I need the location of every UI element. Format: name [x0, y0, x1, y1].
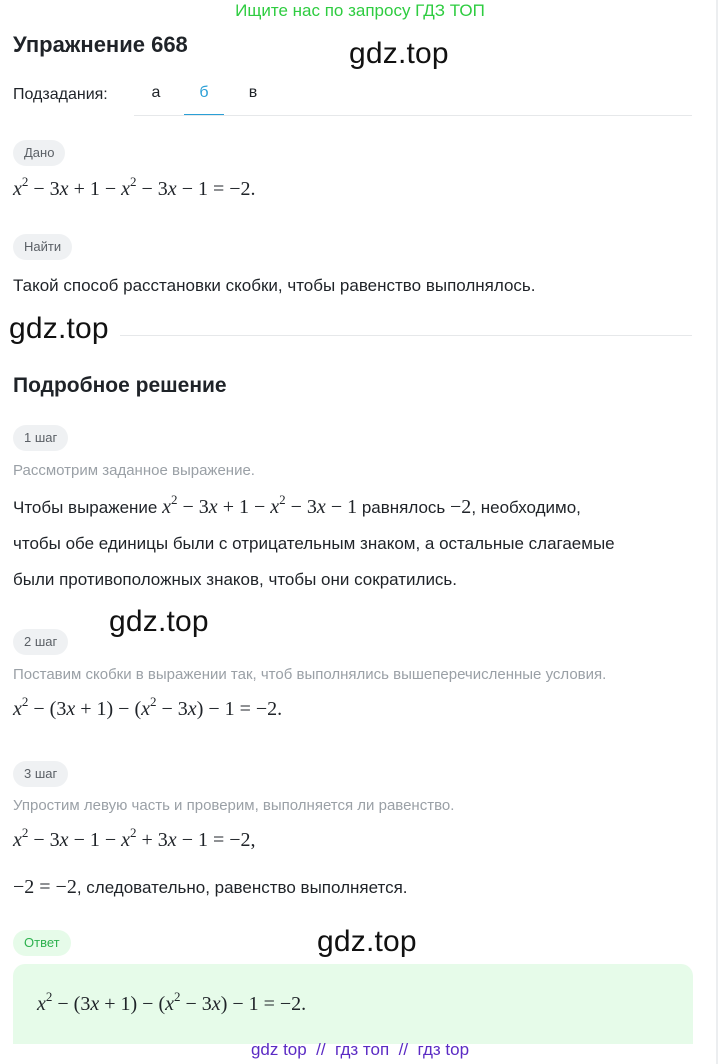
tab-a[interactable]: а — [151, 84, 161, 101]
step-1-line-3: были противоположных знаков, чтобы они сократились. — [13, 570, 458, 589]
step-2-hint: Поставим скобки в выражении так, чтоб выполнялись вышеперечисленные условия. — [13, 666, 607, 683]
step-1-inline-expression: $x^2 - 3x + 1 - x^2 - 3x - 1$ — [162, 492, 358, 518]
find-text: Такой способ расстановки скобки, чтобы равенство выполнялось. — [13, 276, 536, 295]
step-1-value: −2 — [450, 496, 472, 518]
subtasks-divider — [134, 115, 692, 116]
step-3-badge: 3 шаг — [13, 761, 68, 787]
step-1-line-1-prefix: Чтобы выражение — [13, 498, 158, 517]
step-1-hint: Рассмотрим заданное выражение. — [13, 462, 255, 479]
tab-b[interactable]: б — [199, 84, 209, 101]
solution-title: Подробное решение — [13, 374, 227, 397]
tab-v[interactable]: в — [248, 84, 258, 101]
answer-badge: Ответ — [13, 930, 71, 956]
step-1-badge: 1 шаг — [13, 425, 68, 451]
right-edge-line — [716, 0, 718, 1064]
subtasks-label: Подзадания: — [13, 86, 108, 103]
find-badge: Найти — [13, 234, 72, 260]
watermark: gdz.top — [317, 925, 417, 958]
given-expression: $x^2 - 3x + 1 - x^2 - 3x - 1 = -2$. — [13, 174, 256, 200]
step-1-line-1-mid: равнялось — [361, 498, 446, 517]
step-3-result — [13, 876, 408, 899]
watermark: gdz.top — [109, 605, 209, 638]
footer-links[interactable]: gdz top // гдз топ // гдз top — [250, 1040, 470, 1059]
section-divider — [120, 335, 692, 336]
answer-expression: $x^2 - (3x + 1) - (x^2 - 3x) - 1 = -2$. — [37, 989, 307, 1015]
step-1-line-1 — [13, 492, 581, 519]
step-2-badge: 2 шаг — [13, 629, 68, 655]
exercise-title: Упражнение 668 — [13, 32, 188, 57]
step-1-line-1-suffix: , необходимо, — [471, 498, 581, 517]
step-1-line-2: чтобы обе единицы были с отрицательным знаком, а остальные слагаемые — [13, 534, 615, 553]
watermark: gdz.top — [9, 312, 109, 345]
top-banner[interactable]: Ищите нас по запросу ГДЗ ТОП — [235, 1, 485, 20]
step-2-expression: $x^2 - (3x + 1) - (x^2 - 3x) - 1 = -2$. — [13, 694, 283, 720]
watermark: gdz.top — [349, 37, 449, 70]
step-3-hint: Упростим левую часть и проверим, выполняется ли равенство. — [13, 797, 455, 814]
step-3-result-text: , следовательно, равенство выполняется. — [76, 878, 408, 897]
given-badge: Дано — [13, 140, 65, 166]
step-3-result-expression: −2 = −2 — [13, 876, 77, 898]
step-3-expression: $x^2 - 3x - 1 - x^2 + 3x - 1 = -2$, — [13, 825, 256, 851]
